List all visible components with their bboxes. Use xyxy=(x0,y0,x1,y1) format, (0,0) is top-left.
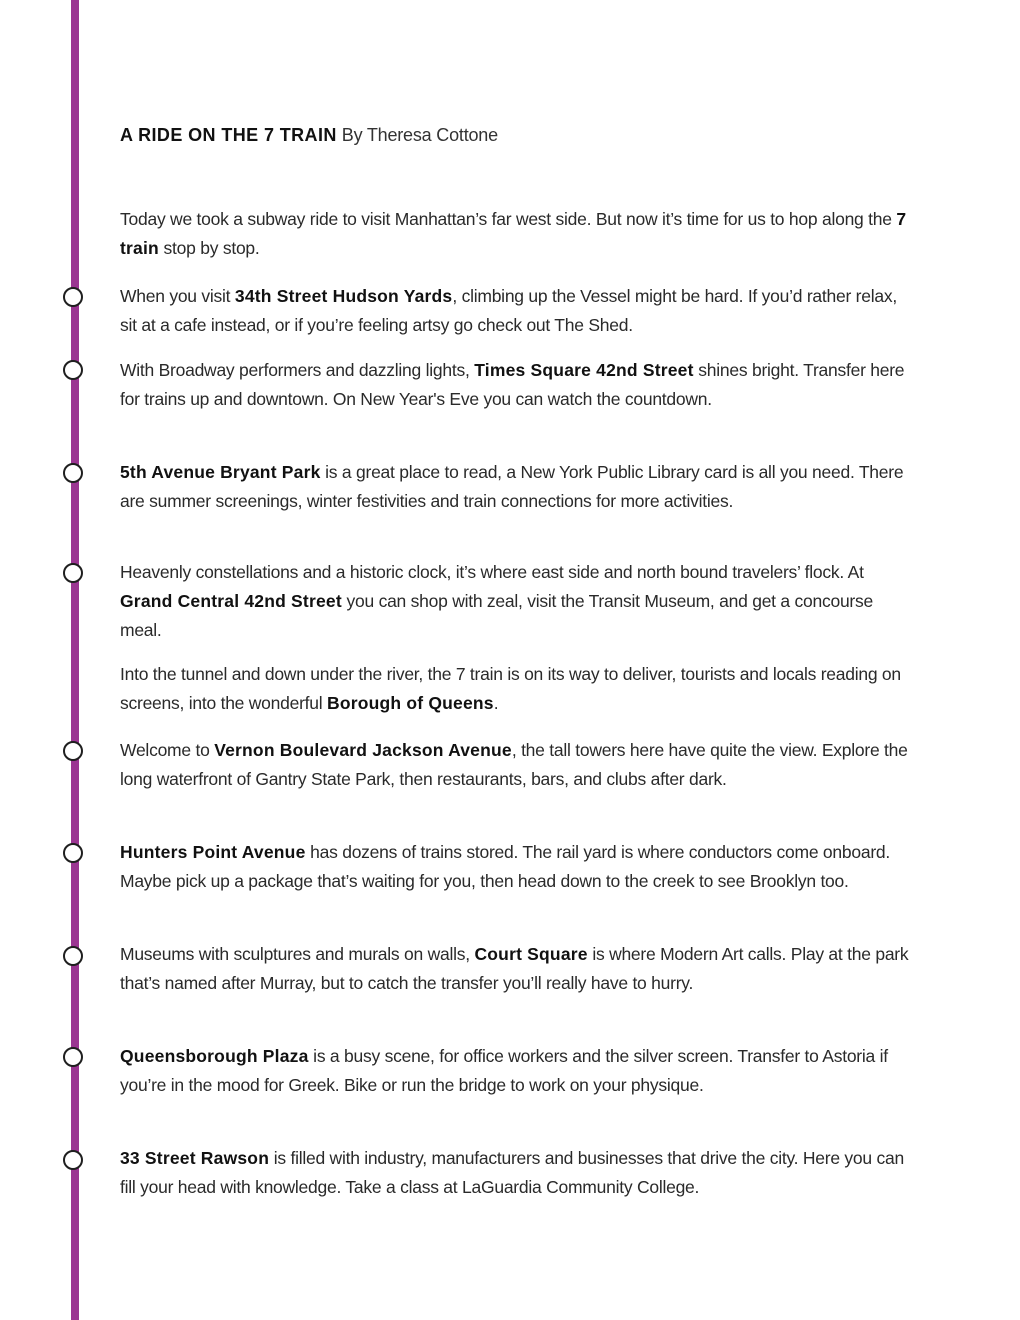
paragraph-33-street-rawson xyxy=(120,1144,910,1202)
paragraph-court-square xyxy=(120,940,910,998)
stop-marker-queensborough-plaza xyxy=(63,1047,83,1067)
title-byline: By Theresa Cottone xyxy=(341,125,498,145)
paragraph-text: Heavenly constellations and a historic clock, it’s where east side and north bound travelers’ flock. At xyxy=(120,562,864,582)
paragraph-text: shines bright. Transfer here for trains up and downtown. On New Year's Eve you can watch the countdown. xyxy=(120,360,905,409)
stop-marker-hunters-point-avenue xyxy=(63,843,83,863)
paragraph-text: is a great place to read, a New York Public Library card is all you need. There are summer screenings, winter festivities and train connections for more activities. xyxy=(120,462,904,511)
paragraph-text: , climbing up the Vessel might be hard. If you’d rather relax, sit at a cafe instead, or if you’re feeling artsy go check out The Shed. xyxy=(120,286,897,335)
paragraph-queensborough-plaza xyxy=(120,1042,910,1100)
paragraph-highlight: Hunters Point Avenue xyxy=(120,842,306,862)
paragraph-highlight: Queensborough Plaza xyxy=(120,1046,309,1066)
stop-marker-times-square xyxy=(63,360,83,380)
paragraph-highlight: 5th Avenue Bryant Park xyxy=(120,462,321,482)
paragraph-vernon-boulevard xyxy=(120,736,910,794)
stop-marker-34th-street-hudson-yards xyxy=(63,287,83,307)
paragraph-text: Into the tunnel and down under the river, the 7 train is on its way to deliver, tourists and locals reading on screens, into the wonderful xyxy=(120,664,901,713)
paragraph-times-square xyxy=(120,356,910,414)
stop-marker-court-square xyxy=(63,946,83,966)
paragraph-grand-central xyxy=(120,558,910,645)
paragraph-text: stop by stop. xyxy=(158,238,260,258)
seven-train-route-line xyxy=(71,0,79,1320)
paragraph-text: you can shop with zeal, visit the Transit Museum, and get a concourse meal. xyxy=(120,591,873,640)
paragraph-text: Welcome to xyxy=(120,740,215,760)
paragraph-intro xyxy=(120,205,910,263)
paragraph-text: has dozens of trains stored. The rail yard is where conductors come onboard. Maybe pick up a package that’s waiting for you, then head down to the creek to see Brooklyn too. xyxy=(120,842,891,891)
paragraph-34th-street-hudson-yards xyxy=(120,282,910,340)
stop-marker-33-street-rawson xyxy=(63,1150,83,1170)
paragraph-highlight: Grand Central 42nd Street xyxy=(120,591,342,611)
paragraph-text: Museums with sculptures and murals on walls, xyxy=(120,944,475,964)
paragraph-highlight: Court Square xyxy=(474,944,588,964)
paragraph-text: , the tall towers here have quite the view. Explore the long waterfront of Gantry State Park, then restaurants, bars, and clubs after dark. xyxy=(120,740,908,789)
page-title xyxy=(120,123,498,147)
paragraph-highlight: 33 Street Rawson xyxy=(120,1148,270,1168)
paragraph-text: is a busy scene, for office workers and the silver screen. Transfer to Astoria if you’re in the mood for Greek. Bike or run the bridge to work on your physique. xyxy=(120,1046,888,1095)
paragraph-highlight: Times Square 42nd Street xyxy=(474,360,694,380)
title-main: A RIDE ON THE 7 TRAIN xyxy=(120,125,337,145)
stop-marker-vernon-boulevard xyxy=(63,741,83,761)
paragraph-text: . xyxy=(493,693,499,713)
paragraph-text: With Broadway performers and dazzling lights, xyxy=(120,360,475,380)
paragraph-highlight: 7 train xyxy=(120,209,907,258)
paragraph-5th-avenue-bryant-park xyxy=(120,458,910,516)
stop-marker-5th-avenue-bryant-park xyxy=(63,463,83,483)
paragraph-highlight: 34th Street Hudson Yards xyxy=(234,286,453,306)
paragraph-text: is where Modern Art calls. Play at the park that’s named after Murray, but to catch the transfer you’ll really have to hurry. xyxy=(120,944,909,993)
stop-marker-grand-central xyxy=(63,563,83,583)
paragraph-borough-of-queens xyxy=(120,660,910,718)
paragraph-text: Today we took a subway ride to visit Manhattan’s far west side. But now it’s time for us to hop along the xyxy=(120,209,897,229)
paragraph-text: When you visit xyxy=(120,286,235,306)
paragraph-text: is filled with industry, manufacturers and businesses that drive the city. Here you can fill your head with knowledge. Take a class at LaGuardia Community College. xyxy=(120,1148,904,1197)
paragraph-highlight: Vernon Boulevard Jackson Avenue xyxy=(214,740,512,760)
paragraph-hunters-point-avenue xyxy=(120,838,910,896)
paragraph-highlight: Borough of Queens xyxy=(327,693,494,713)
